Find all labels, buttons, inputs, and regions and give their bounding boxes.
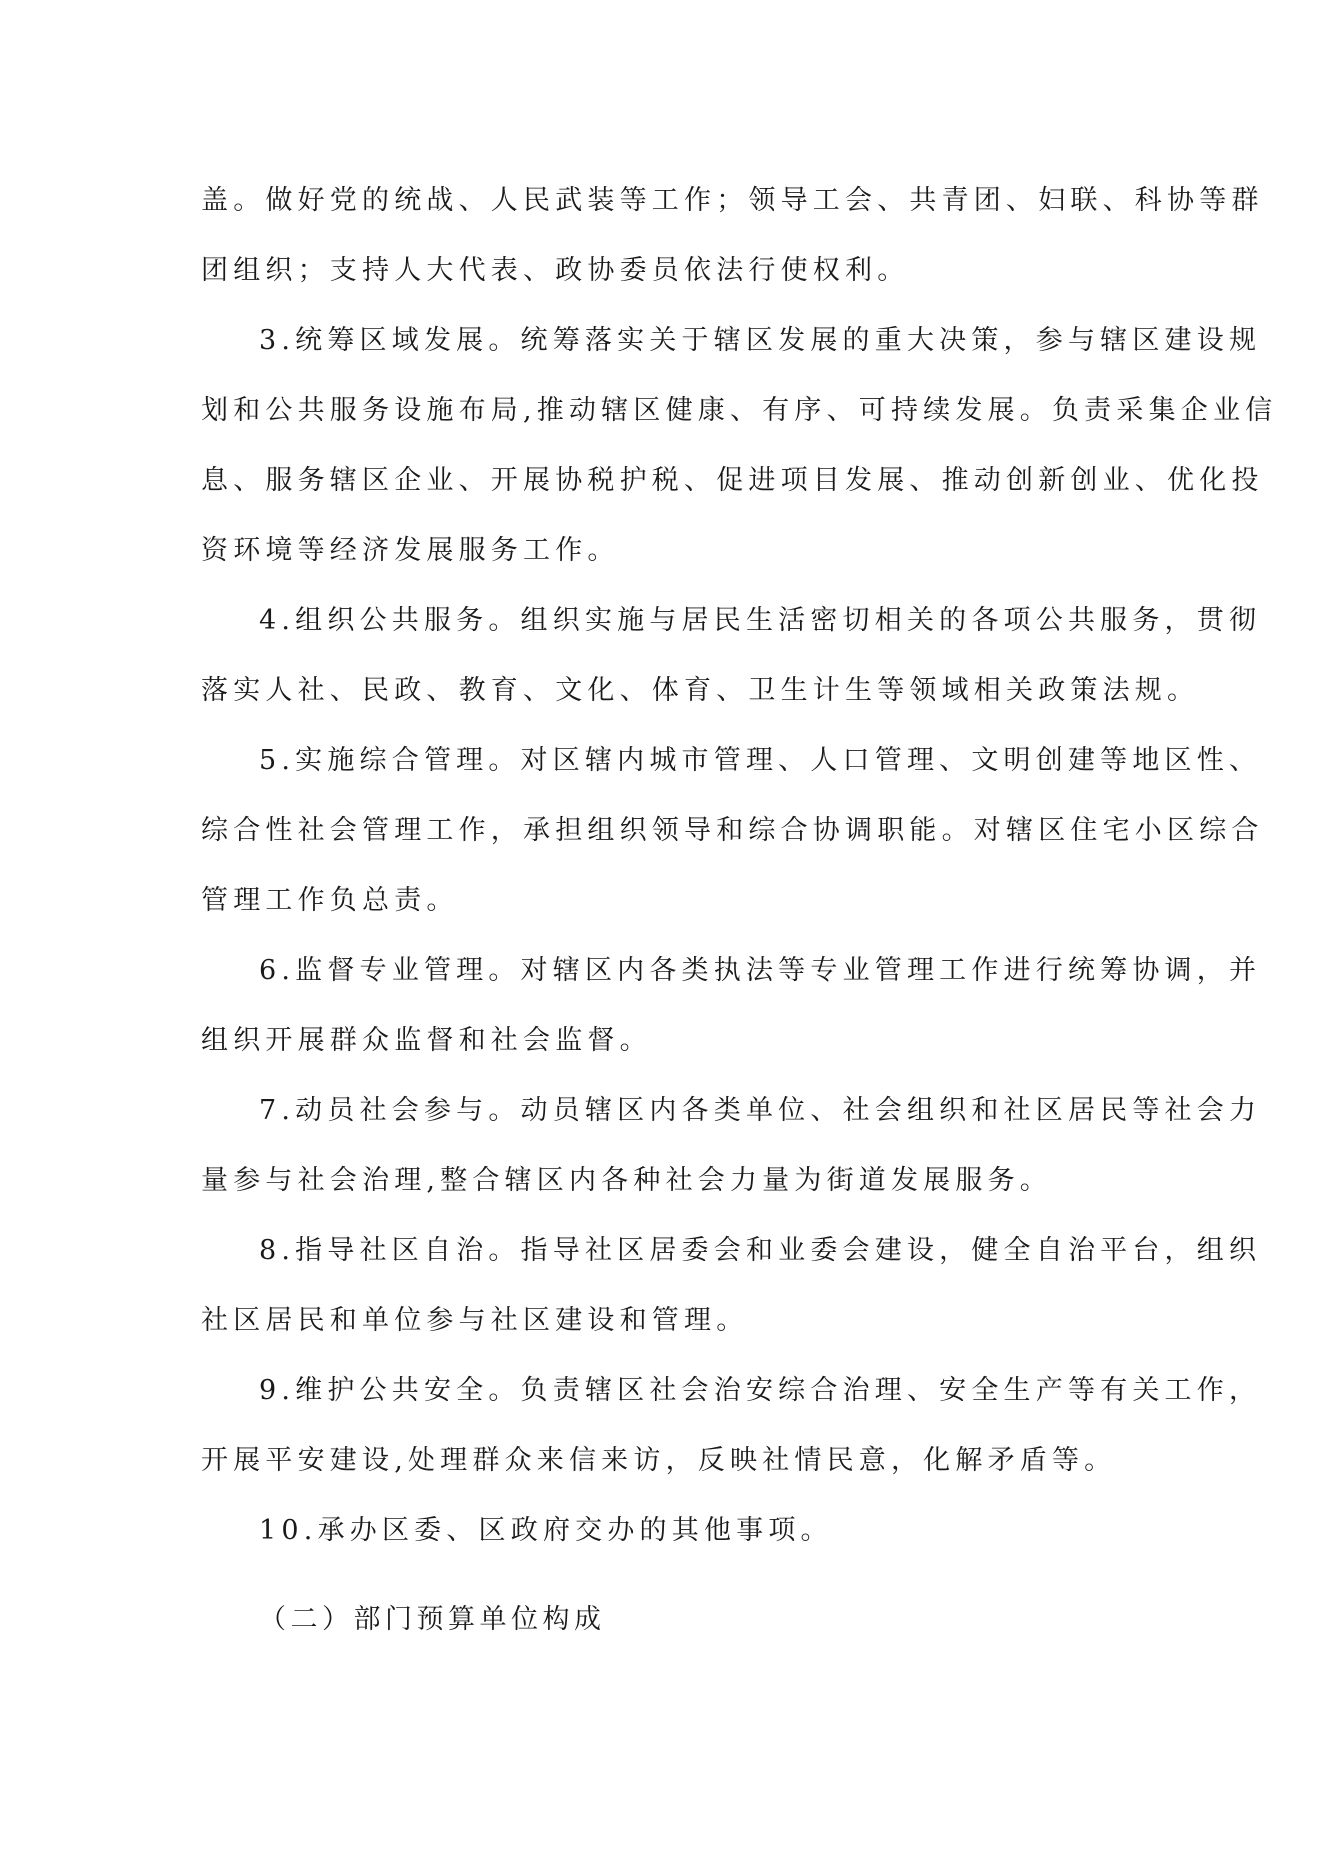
text-line: 资环境等经济发展服务工作。 (201, 535, 620, 566)
body-text (201, 166, 1278, 1566)
section-heading: （二）部门预算单位构成 (259, 1604, 606, 1635)
text-line: 5.实施综合管理。对区辖内城市管理、人口管理、文明创建等地区性、 (259, 745, 1262, 776)
text-line: 团组织；支持人大代表、政协委员依法行使权利。 (201, 255, 910, 286)
text-line: 7.动员社会参与。动员辖区内各类单位、社会组织和社区居民等社会力 (259, 1095, 1262, 1126)
text-line: 组织开展群众监督和社会监督。 (201, 1025, 652, 1056)
text-line: 8.指导社区自治。指导社区居委会和业委会建设，健全自治平台，组织 (259, 1235, 1262, 1266)
text-line: 4.组织公共服务。组织实施与居民生活密切相关的各项公共服务，贯彻 (259, 605, 1262, 636)
text-line: 10.承办区委、区政府交办的其他事项。 (259, 1515, 833, 1546)
text-line: 3.统筹区域发展。统筹落实关于辖区发展的重大决策，参与辖区建设规 (259, 325, 1262, 356)
text-line: 息、服务辖区企业、开展协税护税、促进项目发展、推动创新创业、优化投 (201, 465, 1264, 496)
text-line: 管理工作负总责。 (201, 885, 459, 916)
text-line: 落实人社、民政、教育、文化、体育、卫生计生等领域相关政策法规。 (201, 675, 1200, 706)
text-line: 6.监督专业管理。对辖区内各类执法等专业管理工作进行统筹协调，并 (259, 955, 1262, 986)
text-line: 综合性社会管理工作，承担组织领导和综合协调职能。对辖区住宅小区综合 (201, 815, 1264, 846)
text-line: 盖。做好党的统战、人民武装等工作；领导工会、共青团、妇联、科协等群 (201, 185, 1264, 216)
text-line: 量参与社会治理,整合辖区内各种社会力量为街道发展服务。 (201, 1165, 1052, 1196)
text-line: 9.维护公共安全。负责辖区社会治安综合治理、安全生产等有关工作， (259, 1375, 1262, 1406)
text-line: 划和公共服务设施布局,推动辖区健康、有序、可持续发展。负责采集企业信 (201, 395, 1278, 426)
text-line: 开展平安建设,处理群众来信来访，反映社情民意，化解矛盾等。 (201, 1445, 1117, 1476)
text-line: 社区居民和单位参与社区建设和管理。 (201, 1305, 749, 1336)
